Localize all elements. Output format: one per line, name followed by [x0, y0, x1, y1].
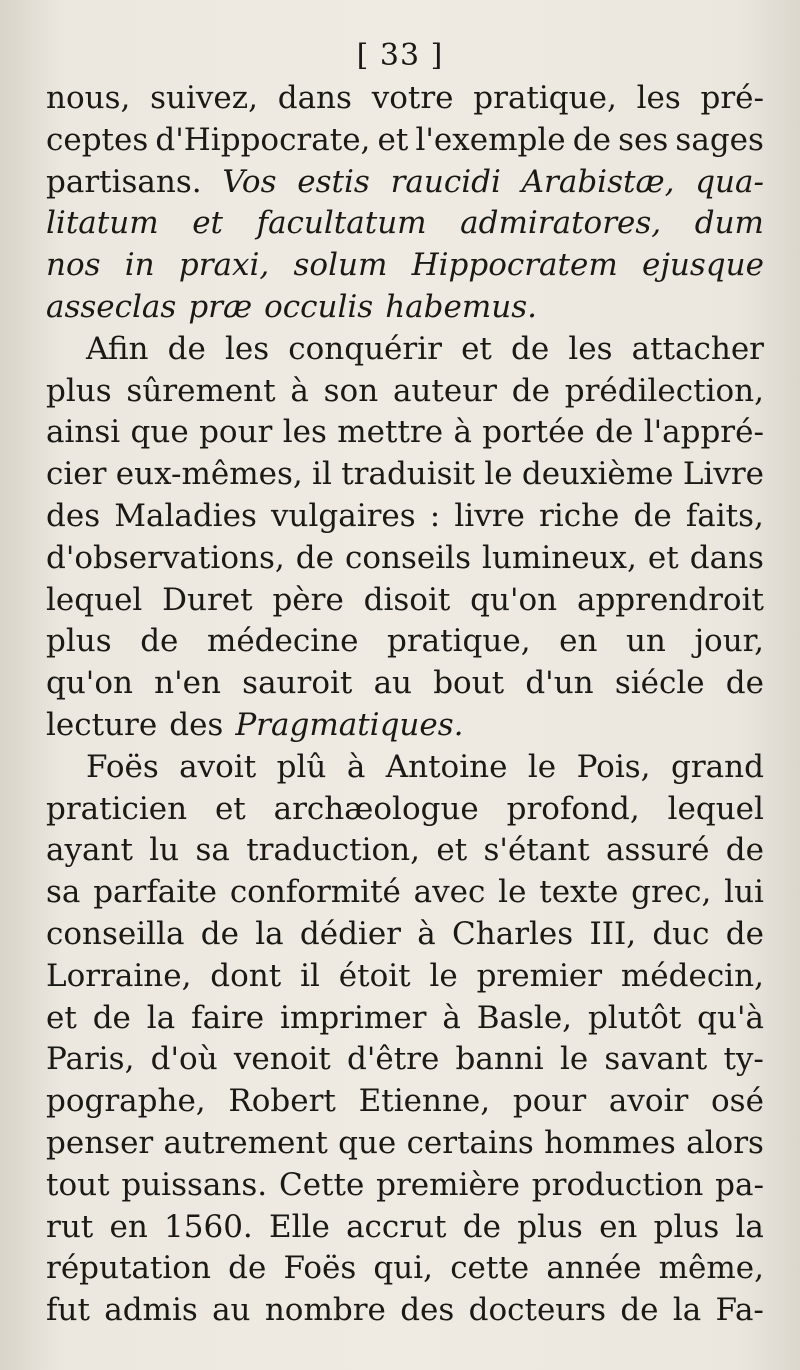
- word: sauroit: [242, 665, 353, 702]
- italic-word: Vos: [222, 163, 277, 200]
- word: prédilection,: [564, 372, 764, 409]
- word: père: [272, 581, 344, 618]
- word: plû: [276, 748, 327, 785]
- word: qu'on: [46, 665, 133, 702]
- word: première: [376, 1166, 520, 1203]
- word: à: [453, 414, 472, 451]
- word: livre: [454, 497, 525, 534]
- word: alors: [686, 1124, 764, 1161]
- word: que: [130, 414, 189, 451]
- text-line: [46, 580, 764, 622]
- word: de: [620, 1292, 659, 1329]
- word: duc: [652, 915, 710, 952]
- word: de: [725, 915, 764, 952]
- word: venoit: [233, 1041, 331, 1078]
- word: plus: [46, 372, 112, 409]
- word: médecin,: [620, 957, 764, 994]
- word: eux-mêmes,: [115, 456, 303, 493]
- italic-word: raucidi: [390, 163, 501, 200]
- word: le: [527, 748, 557, 785]
- word: plus: [46, 623, 112, 660]
- word: des: [400, 1292, 455, 1329]
- word: attacher: [631, 330, 764, 367]
- word: apprendroit: [576, 581, 764, 618]
- word: n'en: [154, 665, 221, 702]
- text-line: [46, 621, 764, 663]
- italic-word: Pragmatiques.: [235, 706, 464, 743]
- word: autrement: [163, 1124, 328, 1161]
- word: la: [735, 1208, 764, 1245]
- word: ses: [618, 121, 669, 158]
- word: le: [559, 1041, 589, 1078]
- word: rut: [46, 1208, 94, 1245]
- word: conseilla: [46, 915, 185, 952]
- word: d'où: [150, 1041, 218, 1078]
- word: Charles: [452, 915, 574, 952]
- word: étoit: [338, 957, 411, 994]
- word: avec: [413, 874, 486, 911]
- text-line: [46, 663, 764, 705]
- word: fut: [46, 1292, 90, 1329]
- word: faits,: [685, 497, 764, 534]
- text-line: [46, 78, 764, 120]
- word: plutôt: [587, 999, 682, 1036]
- text-line: [46, 120, 764, 162]
- word: sa: [46, 874, 81, 911]
- word: Maladies: [114, 497, 257, 534]
- word: mettre: [337, 414, 444, 451]
- word: hommes: [544, 1124, 676, 1161]
- word: de: [200, 915, 239, 952]
- word: d'un: [525, 665, 594, 702]
- word: pographe,: [46, 1083, 206, 1120]
- word: deuxième: [521, 456, 674, 493]
- word: jour,: [694, 623, 764, 660]
- italic-word: praxi,: [178, 247, 270, 284]
- word: il: [300, 957, 320, 994]
- word: la: [255, 915, 284, 952]
- text-line: [46, 203, 764, 245]
- word: dans: [689, 539, 764, 576]
- word: et: [377, 121, 409, 158]
- word: qu'on: [470, 581, 558, 618]
- word: de: [572, 121, 611, 158]
- word: premier: [476, 957, 603, 994]
- word: texte: [539, 874, 619, 911]
- word: les: [282, 414, 327, 451]
- word: à: [346, 748, 366, 785]
- word: lu: [149, 832, 180, 869]
- word: traduction,: [246, 832, 421, 869]
- word: parfaite: [93, 874, 218, 911]
- word: et: [214, 790, 246, 827]
- word: Paris,: [46, 1041, 135, 1078]
- word: Foës: [86, 748, 159, 785]
- word: archæologue: [273, 790, 479, 827]
- word: des: [169, 706, 224, 743]
- word: et: [436, 832, 468, 869]
- word: cette: [450, 1250, 530, 1287]
- text-line: [46, 1207, 764, 1249]
- word: que: [338, 1124, 397, 1161]
- word: en: [599, 1208, 638, 1245]
- word: Elle: [269, 1208, 330, 1245]
- word: Pois,: [576, 748, 651, 785]
- word: grand: [670, 748, 764, 785]
- italic-word: litatum: [46, 205, 159, 242]
- text-line: [46, 914, 764, 956]
- text-line: [46, 1039, 764, 1081]
- word: nous,: [46, 80, 131, 116]
- word: de: [228, 1250, 267, 1287]
- word: pour: [512, 1083, 587, 1120]
- word: des: [46, 497, 101, 534]
- italic-word: occulis: [264, 288, 374, 325]
- word: de: [725, 832, 764, 869]
- word: Robert: [228, 1083, 336, 1120]
- word: certains: [406, 1124, 534, 1161]
- word: :: [429, 497, 441, 534]
- word: plus: [517, 1208, 583, 1245]
- word: bout: [433, 665, 505, 702]
- word: faire: [191, 999, 265, 1036]
- word: conformité: [229, 874, 401, 911]
- word: avoir: [608, 1083, 689, 1120]
- word: osé: [711, 1083, 764, 1120]
- word: et: [46, 999, 77, 1036]
- word: de: [633, 497, 672, 534]
- word: Etienne,: [358, 1083, 491, 1120]
- word: accrut: [346, 1208, 447, 1245]
- word: de: [595, 414, 634, 451]
- word: nombre: [264, 1292, 386, 1329]
- word: profond,: [506, 790, 640, 827]
- word: dont: [210, 957, 282, 994]
- word: un: [625, 623, 666, 660]
- word: il: [312, 456, 332, 493]
- word: dédier: [299, 915, 402, 952]
- word: Antoine: [385, 748, 508, 785]
- word: au: [212, 1292, 251, 1329]
- word: praticien: [46, 790, 188, 827]
- word: d'être: [346, 1041, 440, 1078]
- italic-word: habemus.: [385, 288, 537, 325]
- word: ty-: [723, 1041, 764, 1078]
- word: l'appré-: [643, 414, 764, 451]
- word: puissans.: [121, 1166, 268, 1203]
- word: à: [417, 915, 436, 952]
- word: conquérir: [288, 330, 442, 367]
- word: médecine: [206, 623, 359, 660]
- text-line: [46, 1290, 764, 1332]
- word: les: [636, 80, 681, 116]
- word: ainsi: [46, 414, 121, 451]
- word: à: [442, 999, 461, 1036]
- word: Afin: [86, 330, 149, 367]
- word: vulgaires: [270, 497, 416, 534]
- word: 1560.: [164, 1208, 253, 1245]
- word: disoit: [363, 581, 451, 618]
- italic-word: facultatum: [256, 205, 427, 242]
- text-line: [46, 1123, 764, 1165]
- text-line: [46, 1081, 764, 1123]
- word: siécle: [614, 665, 705, 702]
- text-line: [46, 830, 764, 872]
- page-number: [ 33 ]: [356, 38, 444, 73]
- word: sûrement: [126, 372, 276, 409]
- text-line: [46, 245, 764, 287]
- word: lui: [724, 874, 764, 911]
- word: Lorraine,: [46, 957, 192, 994]
- body-text: [46, 78, 764, 1332]
- word: et: [647, 539, 679, 576]
- italic-word: dum: [694, 205, 764, 242]
- word: banni: [455, 1041, 544, 1078]
- word: docteurs: [468, 1292, 606, 1329]
- word: riche: [538, 497, 620, 534]
- word: le: [484, 456, 513, 493]
- word: pour: [199, 414, 273, 451]
- italic-word: estis: [297, 163, 370, 200]
- word: Foës: [283, 1250, 357, 1287]
- word: réputation: [46, 1250, 211, 1287]
- italic-word: præ: [188, 288, 253, 325]
- word: au: [373, 665, 413, 702]
- text-line: [46, 789, 764, 831]
- word: de: [462, 1208, 501, 1245]
- word: lequel: [667, 790, 764, 827]
- italic-word: Arabistæ,: [521, 163, 675, 200]
- word: pratique,: [387, 623, 531, 660]
- word: avoit: [179, 748, 257, 785]
- text-line: [46, 747, 764, 789]
- italic-word: et: [192, 205, 223, 242]
- word: grec,: [631, 874, 712, 911]
- text-line: [46, 371, 764, 413]
- word: d'Hippocrate,: [155, 121, 371, 158]
- text-line: [46, 538, 764, 580]
- word: sages: [675, 121, 764, 158]
- word: même,: [658, 1250, 764, 1287]
- word: qui,: [373, 1250, 433, 1287]
- text-line: [46, 705, 764, 747]
- word: s'étant: [483, 832, 590, 869]
- italic-word: solum: [293, 247, 388, 284]
- word: la: [146, 999, 176, 1036]
- word: de: [511, 330, 550, 367]
- word: pa-: [715, 1166, 764, 1203]
- word: en: [559, 623, 598, 660]
- word: de: [140, 623, 179, 660]
- word: d'observations,: [46, 539, 285, 576]
- word: le: [498, 874, 527, 911]
- word: lequel: [46, 581, 143, 618]
- text-line: [46, 412, 764, 454]
- word: de: [725, 665, 764, 702]
- word: son: [323, 372, 379, 409]
- word: plus: [653, 1208, 720, 1245]
- word: de: [92, 999, 131, 1036]
- word: penser: [46, 1124, 154, 1161]
- text-line: [46, 496, 764, 538]
- word: de: [167, 330, 206, 367]
- word: Duret: [162, 581, 253, 618]
- word: année: [546, 1250, 642, 1287]
- word: ceptes: [46, 121, 149, 158]
- word: cier: [46, 456, 107, 493]
- word: portée: [482, 414, 585, 451]
- word: ayant: [46, 832, 133, 869]
- text-line: [46, 998, 764, 1040]
- word: la: [672, 1292, 702, 1329]
- italic-word: Hippocratem: [411, 247, 618, 284]
- word: de: [295, 539, 334, 576]
- word: assuré: [606, 832, 710, 869]
- word: qu'à: [697, 999, 764, 1036]
- text-line: [46, 1248, 764, 1290]
- word: l'exemple: [415, 121, 566, 158]
- word: suivez,: [150, 80, 258, 116]
- text-line: [46, 872, 764, 914]
- word: les: [224, 330, 270, 367]
- italic-word: nos: [46, 247, 101, 284]
- word: auteur: [392, 372, 497, 409]
- word: pré-: [700, 80, 764, 116]
- word: en: [109, 1208, 148, 1245]
- word: Fa-: [715, 1292, 764, 1329]
- word: lecture: [46, 706, 158, 743]
- text-line: [46, 454, 764, 496]
- word: de: [511, 372, 550, 409]
- italic-word: in: [124, 247, 155, 284]
- word: III,: [589, 915, 637, 952]
- word: sa: [195, 832, 230, 869]
- text-line: [46, 287, 764, 329]
- text-line: [46, 1165, 764, 1207]
- word: tout: [46, 1166, 110, 1203]
- italic-word: admiratores,: [460, 205, 662, 242]
- word: partisans.: [46, 163, 202, 200]
- word: pratique,: [473, 80, 617, 116]
- word: dans: [277, 80, 352, 116]
- word: Livre: [682, 456, 764, 493]
- text-line: [46, 162, 764, 204]
- italic-word: asseclas: [46, 288, 177, 325]
- word: Basle,: [476, 999, 573, 1036]
- word: le: [429, 957, 458, 994]
- italic-word: qua-: [695, 163, 764, 200]
- word: les: [568, 330, 613, 367]
- word: traduisit: [341, 456, 475, 493]
- italic-word: ejusque: [641, 247, 764, 284]
- word: Cette: [278, 1166, 365, 1203]
- word: imprimer: [280, 999, 427, 1036]
- word: et: [461, 330, 492, 367]
- text-line: [46, 329, 764, 371]
- word: savant: [604, 1041, 708, 1078]
- word: lumineux,: [482, 539, 637, 576]
- word: à: [290, 372, 309, 409]
- word: production: [531, 1166, 704, 1203]
- text-line: [46, 956, 764, 998]
- word: votre: [371, 80, 454, 116]
- word: admis: [104, 1292, 198, 1329]
- word: conseils: [345, 539, 471, 576]
